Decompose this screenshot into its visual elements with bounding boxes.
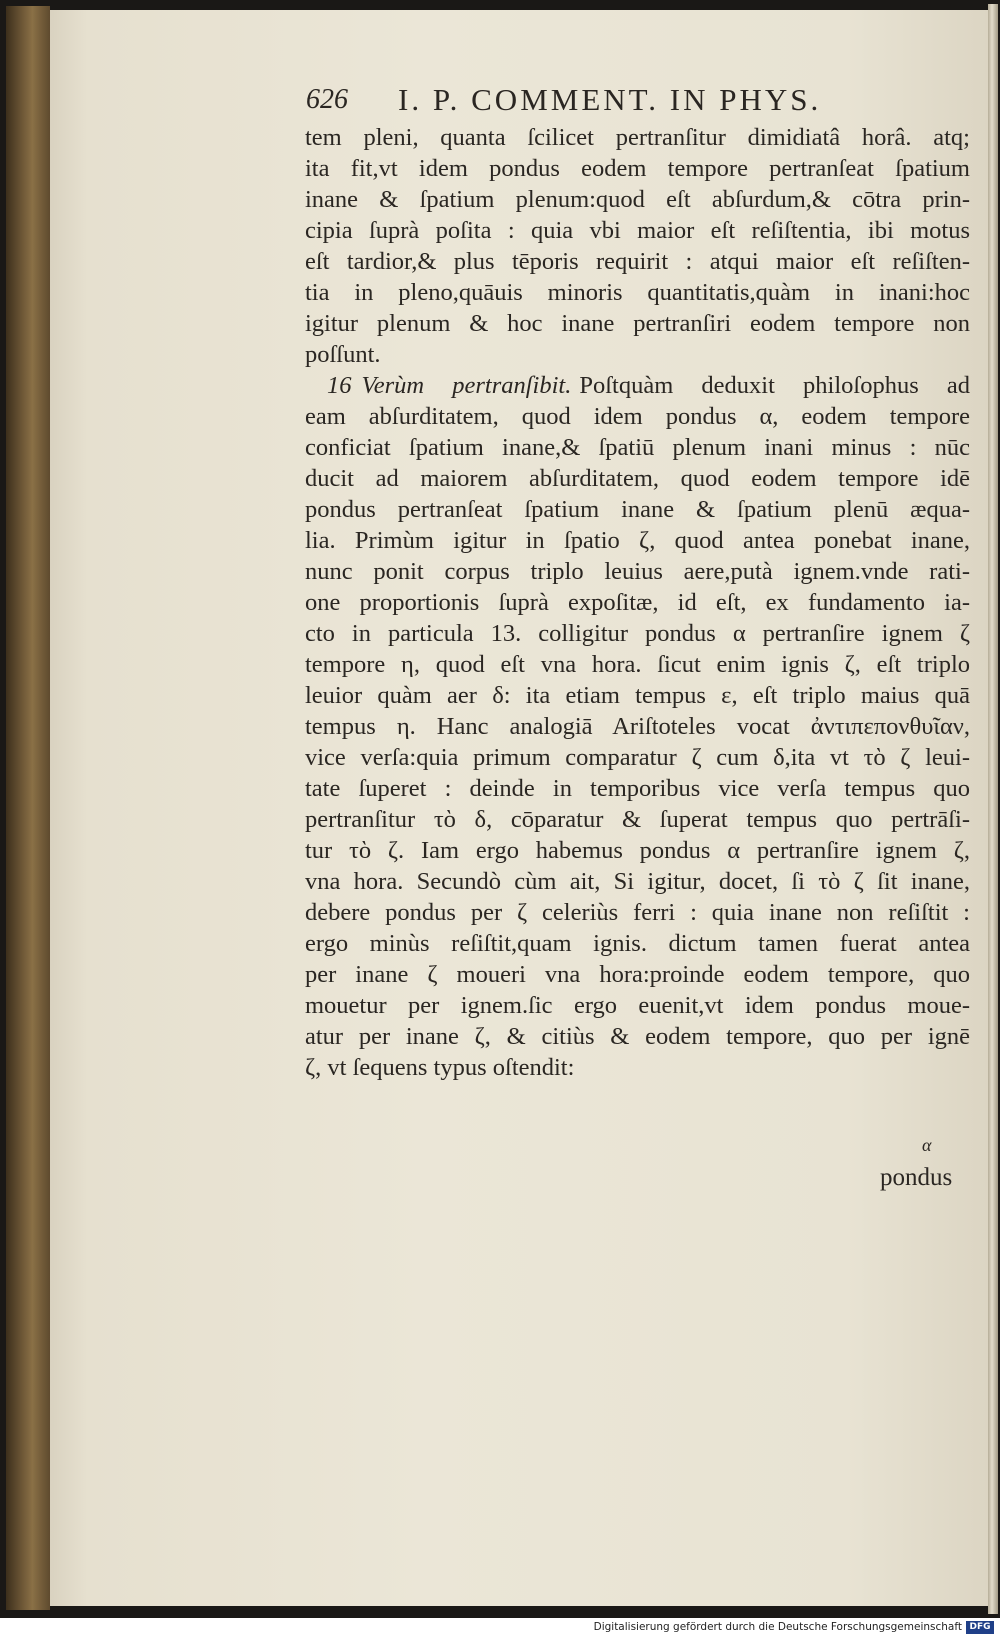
text-line: ducit ad maiorem abſurditatem, quod eodem tempore idē — [305, 465, 970, 492]
text-line: tempore η, quod eſt vna hora. ſicut enim ignis ζ, eſt triplo — [305, 651, 970, 678]
catchword: pondus — [880, 1164, 953, 1191]
digitization-footer — [0, 1618, 1000, 1638]
text-line: eſt tardior,& plus tēporis requirit : atqui maior eſt reſiſten- — [305, 248, 970, 275]
book-spine — [6, 6, 50, 1610]
text-line: nunc ponit corpus triplo leuius aere,putà ignem.vnde rati- — [305, 558, 970, 585]
funding-credit: Digitalisierung gefördert durch die Deutsche Forschungsgemeinschaft — [593, 1621, 962, 1633]
text-line: pondus pertranſeat ſpatium inane & ſpatium plenū æqua- — [305, 496, 970, 523]
text-line: per inane ζ moueri vna hora:proinde eodem tempore, quo — [305, 961, 970, 988]
text-line: tem pleni, quanta ſcilicet pertranſitur dimidiatâ horâ. atq; — [305, 124, 970, 151]
page-header — [306, 78, 906, 118]
text-line: cto in particula 13. colligitur pondus α pertranſire ignem ζ — [305, 620, 970, 647]
text-line: tempus η. Hanc analogiā Ariſtoteles vocat ἀντιπεπονθυῖαν, — [305, 713, 970, 740]
text-line: ergo minùs reſiſtit,quam ignis. dictum tamen fuerat antea — [305, 930, 970, 957]
text-line: igitur plenum & hoc inane pertranſiri eodem tempore non — [305, 310, 970, 337]
text-line: pertranſitur τὸ δ, cōparatur & ſuperat tempus quo pertrāſi- — [305, 806, 970, 833]
text-line: ita fit,vt idem pondus eodem tempore pertranſeat ſpatium — [305, 155, 970, 182]
text-line: atur per inane ζ, & citiùs & eodem tempore, quo per ignē — [305, 1023, 970, 1050]
text-line: vna hora. Secundò cùm ait, Si igitur, docet, ſi τὸ ζ ſit inane, — [305, 868, 970, 895]
text-line: poſſunt. — [305, 341, 381, 368]
text-line: conficiat ſpatium inane,& ſpatiū plenum inani minus : nūc — [305, 434, 970, 461]
text-line: debere pondus per ζ celeriùs ferri : quia inane non reſiſtit : — [305, 899, 970, 926]
text-line: inane & ſpatium plenum:quod eſt abſurdum,& cōtra prin- — [305, 186, 970, 213]
lemma: Verùm pertranſibit. — [361, 372, 572, 399]
text-line: cipia ſuprà poſita : quia vbi maior eſt reſiſtentia, ibi motus — [305, 217, 970, 244]
text-line: lia. Primùm igitur in ſpatio ζ, quod antea ponebat inane, — [305, 527, 970, 554]
alpha-mark: α — [922, 1135, 932, 1155]
section-number: 16 — [327, 372, 352, 399]
body-text — [305, 122, 970, 1083]
text-line: tur τὸ ζ. Iam ergo habemus pondus α pertranſire ignem ζ, — [305, 837, 970, 864]
text-line: tia in pleno,quāuis minoris quantitatis,quàm in inani:hoc — [305, 279, 970, 306]
text-line: tate ſuperet : deinde in temporibus vice verſa tempus quo — [305, 775, 970, 802]
paragraph-first-line — [305, 370, 970, 401]
text-line: leuior quàm aer δ: ita etiam tempus ε, eſt triplo maius quā — [305, 682, 970, 709]
text-line-rest: Poſtquàm deduxit philoſophus ad — [579, 372, 970, 399]
text-line: eam abſurditatem, quod idem pondus α, eodem tempore — [305, 403, 970, 430]
text-line: vice verſa:quia primum comparatur ζ cum δ,ita vt τὸ ζ leui- — [305, 744, 970, 771]
text-line: ζ, vt ſequens typus oſtendit: — [305, 1054, 575, 1081]
dfg-logo-icon: DFG — [966, 1621, 994, 1634]
text-line: one proportionis ſuprà expoſitæ, id eſt, ex fundamento ia- — [305, 589, 970, 616]
running-head: I. P. COMMENT. IN PHYS. — [398, 82, 822, 117]
text-line: mouetur per ignem.ſic ergo euenit,vt idem pondus moue- — [305, 992, 970, 1019]
folio-number: 626 — [306, 84, 348, 115]
page-edge — [988, 4, 998, 1614]
